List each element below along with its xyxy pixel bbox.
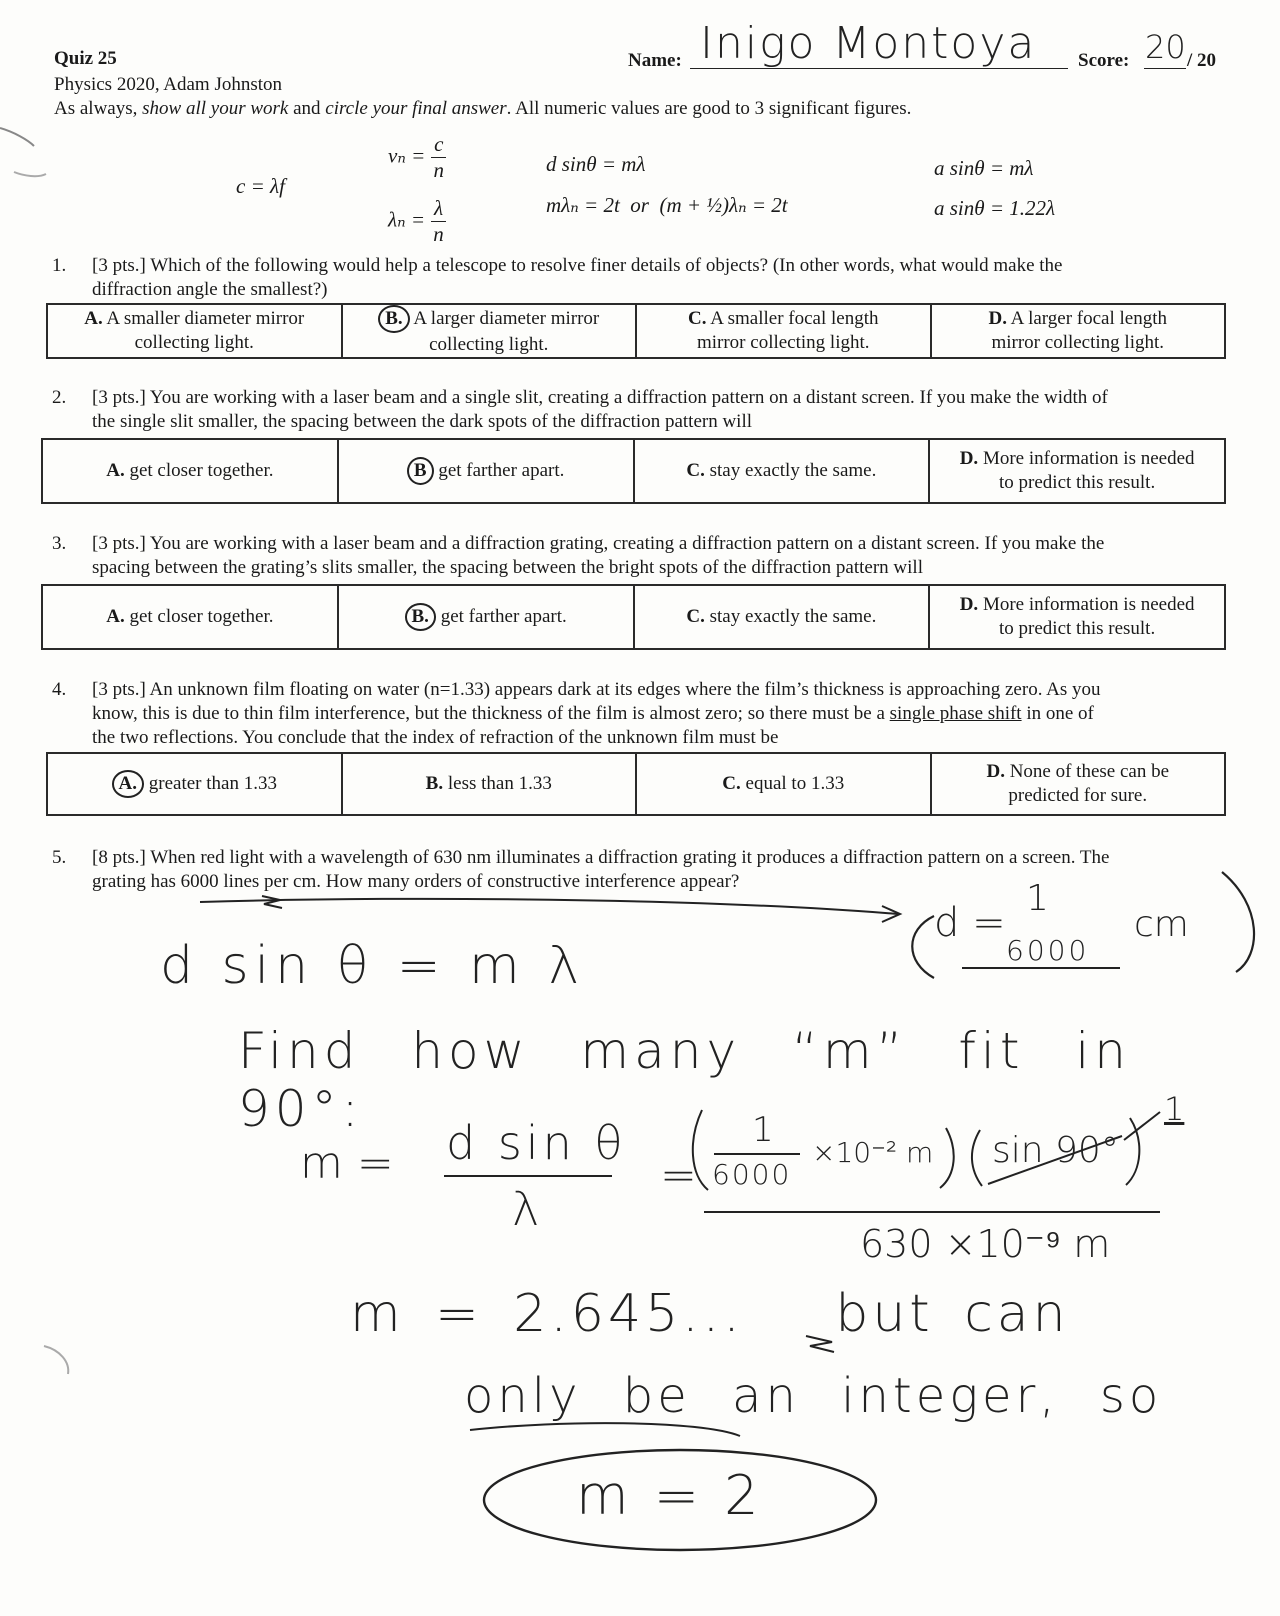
q1-option-b-letter-circled: B.: [378, 305, 409, 333]
question-4-line1: [3 pts.] An unknown film floating on water (n=1.33) appears dark at its edges where the film’s thickness is approaching zero. As you: [92, 679, 1101, 700]
course-line: Physics 2020, Adam Johnston: [54, 74, 283, 95]
q1-option-c-line1: A smaller focal length: [710, 308, 879, 329]
q1-option-c-letter: C.: [688, 308, 707, 329]
q2-option-c-line1: stay exactly the same.: [709, 460, 877, 481]
arrow-line: [200, 899, 898, 914]
name-value: Inigo Montoya: [700, 18, 1037, 69]
q2-option-a-line1: get closer together.: [129, 460, 274, 481]
formula-speed-lhs: vₙ =: [388, 143, 426, 168]
q4-option-d-line1: None of these can be: [1009, 761, 1170, 782]
work-equation-1: d sin θ = m λ: [160, 936, 585, 996]
formula-grating: d sinθ = mλ: [546, 152, 646, 176]
q2-option-d-letter: D.: [959, 448, 979, 469]
question-4-line3: the two reflections. You conclude that the index of refraction of the unknown film must be: [92, 727, 779, 748]
work-d-eq: d =: [934, 900, 1006, 946]
question-5-number: 5.: [52, 847, 67, 868]
scan-mark-2: [14, 172, 46, 176]
scan-mark-3: [44, 1346, 68, 1374]
q3-option-a-letter: A.: [106, 606, 125, 627]
q2-option-d-line2: to predict this result.: [999, 472, 1156, 493]
question-3-line2: spacing between the grating’s slits smaller, the spacing between the bright spots of the diffraction pattern will: [92, 557, 923, 578]
q1-option-d-line2: mirror collecting light.: [991, 332, 1165, 353]
formula-single-slit: a sinθ = mλ: [934, 156, 1034, 180]
left-paren: [912, 916, 934, 978]
score-total: / 20: [1187, 50, 1217, 71]
q1-option-a-line1: A smaller diameter mirror: [106, 308, 305, 329]
sin-paren-left: [972, 1130, 982, 1186]
work-final-answer: m = 2: [576, 1464, 763, 1527]
question-1-line2: diffraction angle the smallest?): [92, 279, 328, 300]
formula-speed-den: n: [433, 158, 445, 182]
scan-mark-1: [0, 128, 34, 146]
instructions-post: . All numeric values are good to 3 significant figures.: [506, 98, 912, 119]
q4-option-a-letter-circled: A.: [112, 770, 144, 798]
formula-wavelength-den: n: [433, 222, 444, 246]
work-result-line-1: m = 2.645... but can: [350, 1284, 1070, 1344]
only-underline: [470, 1423, 740, 1436]
q3-option-a-line1: get closer together.: [129, 606, 274, 627]
work-m-den: λ: [512, 1182, 540, 1236]
work-m-num: d sin θ: [446, 1116, 627, 1170]
question-5-line1: [8 pts.] When red light with a wavelength of 630 nm illuminates a diffraction grating it produces a diffraction pattern on a screen. The: [92, 847, 1110, 868]
question-1-line1: [3 pts.] Which of the following would help a telescope to resolve finer details of objects? (In other words, what would make the: [92, 255, 1063, 276]
work-big-num-b: 6000: [712, 1158, 792, 1191]
q4-option-d-line2: predicted for sure.: [1008, 785, 1148, 806]
question-3-number: 3.: [52, 533, 67, 554]
formula-thin-film: mλₙ = 2t or (m + ½)λₙ = 2t: [546, 193, 788, 217]
work-big-num-one: 1: [1164, 1090, 1185, 1128]
work-big-num-c: ×10⁻² m: [812, 1136, 934, 1169]
q4-option-b-letter: B.: [425, 773, 444, 794]
question-3-line1: [3 pts.] You are working with a laser beam and a diffraction grating, creating a diffraction pattern on a distant screen. If you make the: [92, 533, 1105, 554]
work-d-num: 1: [1026, 878, 1049, 919]
formula-wavelength-lhs: λₙ =: [388, 207, 426, 232]
formula-wavelength-num: λ: [431, 196, 446, 222]
work-result-line-2: only be an integer, so: [464, 1368, 1163, 1424]
question-2-number: 2.: [52, 387, 67, 408]
q4-option-c-letter: C.: [722, 773, 741, 794]
work-big-num-a: 1: [752, 1110, 774, 1150]
work-line-find: Find how many “m” fit in 90°:: [238, 1022, 1131, 1138]
question-2-line2: the single slit smaller, the spacing between the dark spots of the diffraction pattern will: [92, 411, 753, 432]
work-m-lhs: m =: [300, 1138, 394, 1189]
q3-option-c-line1: stay exactly the same.: [709, 606, 877, 627]
instructions-emphasis-circle: circle your final answer: [325, 98, 507, 119]
right-paren: [1222, 872, 1254, 972]
question-4-line2-end: in one of: [1021, 703, 1094, 724]
q1-option-b-line1: A larger diameter mirror: [413, 308, 600, 329]
question-5-line2: grating has 6000 lines per cm. How many orders of constructive interference appear?: [92, 871, 740, 892]
q2-option-b-line1: get farther apart.: [438, 460, 565, 481]
instructions-emphasis-work: show all your work: [142, 98, 289, 119]
q1-option-d-line1: A larger focal length: [1010, 308, 1168, 329]
q2-option-c-letter: C.: [686, 460, 705, 481]
quiz-label: Quiz 25: [54, 48, 117, 69]
question-1-number: 1.: [52, 255, 67, 276]
formula-wave-speed: c = λf: [236, 174, 285, 198]
instructions-mid: and: [288, 98, 326, 119]
name-label: Name:: [628, 50, 682, 71]
question-2-line1: [3 pts.] You are working with a laser beam and a single slit, creating a diffraction pattern on a distant screen. If you make the width of: [92, 387, 1108, 408]
q1-option-d-letter: D.: [988, 308, 1007, 329]
q1-option-a-letter: A.: [84, 308, 103, 329]
question-4-underlined-phrase: single phase shift: [889, 703, 1022, 724]
work-big-num-sin: sin 90°: [992, 1130, 1119, 1171]
zigzag-mark: [262, 896, 282, 908]
q2-option-a-letter: A.: [106, 460, 125, 481]
q4-option-d-letter: D.: [986, 761, 1005, 782]
q2-option-b-letter-circled: B: [407, 457, 434, 485]
q1-option-b-line2: collecting light.: [429, 334, 549, 355]
q4-option-a-line1: greater than 1.33: [148, 773, 277, 794]
formula-circular-aperture: a sinθ = 1.22λ: [934, 196, 1056, 220]
q2-option-d-line1: More information is needed: [982, 448, 1195, 469]
work-equals: =: [660, 1150, 697, 1201]
q1-option-a-line2: collecting light.: [134, 332, 254, 353]
q3-option-d-line2: to predict this result.: [999, 618, 1156, 639]
q3-option-d-letter: D.: [959, 594, 979, 615]
instructions-pre: As always,: [54, 98, 143, 119]
question-4-number: 4.: [52, 679, 67, 700]
work-d-den: 6000: [1006, 934, 1090, 967]
q3-option-c-letter: C.: [686, 606, 705, 627]
score-label: Score:: [1078, 50, 1130, 71]
question-4-line2-start: know, this is due to thin film interference, but the thickness of the film is almost zero; so there must be a: [92, 703, 890, 724]
q4-option-b-line1: less than 1.33: [447, 773, 552, 794]
q3-option-b-line1: get farther apart.: [440, 606, 567, 627]
q4-option-c-line1: equal to 1.33: [745, 773, 845, 794]
q3-option-b-letter-circled: B.: [405, 603, 436, 631]
work-big-den: 630 ×10⁻⁹ m: [860, 1222, 1111, 1266]
score-value: 20: [1145, 28, 1186, 66]
q1-option-c-line2: mirror collecting light.: [696, 332, 870, 353]
work-d-unit: cm: [1134, 904, 1189, 945]
formula-speed-num: c: [431, 132, 446, 158]
q3-option-d-line1: More information is needed: [982, 594, 1195, 615]
